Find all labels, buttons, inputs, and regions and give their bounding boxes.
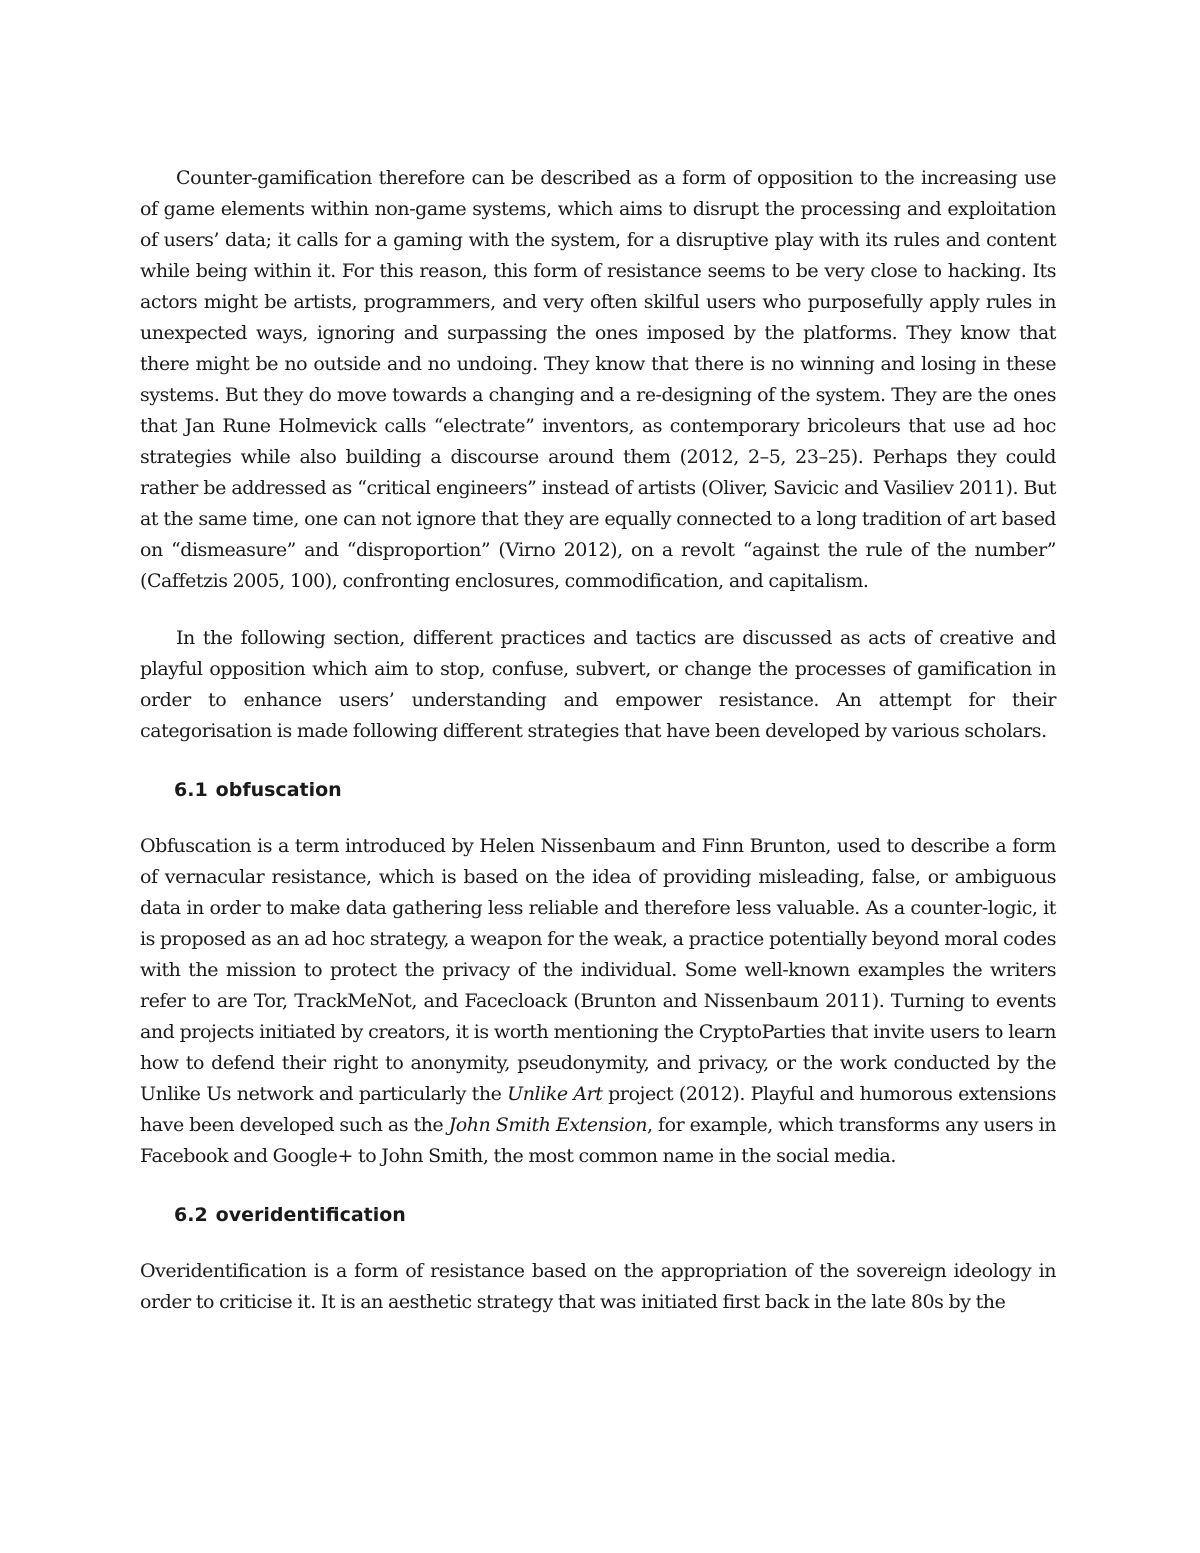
section-title: overidentification <box>215 1204 406 1226</box>
paragraph-counter-gamification: Counter-gamification therefore can be described as a form of opposition to the increasing use of game elements within non-game systems, which aims to disrupt the processing and exploitation of users’ data; it calls for a gaming with the system, for a disruptive play with its rules and content while being within it. For this reason, this form of resistance seems to be very close to hacking. Its actors might be artists, programmers, and very often skilful users who purposefully apply rules in unexpected ways, ignoring and surpassing the ones imposed by the platforms. They know that there might be no outside and no undoing. They know that there is no winning and losing in these systems. But they do move towards a changing and a re-designing of the system. They are the ones that Jan Rune Holmevick calls “electrate” inventors, as contemporary bricoleurs that use ad hoc strategies while also building a discourse around them (2012, 2–5, 23–25). Perhaps they could rather be addressed as “critical engineers” instead of artists (Oliver, Savicic and Vasiliev 2011). But at the same time, one can not ignore that they are equally connected to a long tradition of art based on “dismeasure” and “disproportion” (Virno 2012), on a revolt “against the rule of the number” (Caffetzis 2005, 100), confronting enclosures, commodification, and capitalism. <box>140 167 1056 592</box>
section-title: obfuscation <box>215 779 342 801</box>
section-number: 6.2 <box>174 1204 208 1226</box>
obfuscation-text-3: , for example, which transforms any users in Facebook and Google+ to John Smith, the most common name in the social media. <box>140 1114 1057 1167</box>
obfuscation-text-2: project (2012). Playful and humorous extensions have been developed such as the <box>140 1083 1057 1136</box>
section-heading-obfuscation <box>140 777 1056 803</box>
paragraph-overidentification: Overidentification is a form of resistance based on the appropriation of the sovereign ideology in order to criticise it. It is an aesthetic strategy that was initiated first back in the late 80s by the <box>140 1260 1056 1313</box>
section-number: 6.1 <box>174 779 208 801</box>
paragraph-obfuscation <box>140 831 1056 1172</box>
unlike-art-title: Unlike Art <box>507 1083 603 1105</box>
document-page <box>140 163 1056 1318</box>
paragraph-following-section: In the following section, different practices and tactics are discussed as acts of creative and playful opposition which aim to stop, confuse, subvert, or change the processes of gamification in order to enhance users’ understanding and empower resistance. An attempt for their categorisation is made following different strategies that have been developed by various scholars. <box>140 627 1056 742</box>
obfuscation-text-1: Obfuscation is a term introduced by Helen Nissenbaum and Finn Brunton, used to describe a form of vernacular resistance, which is based on the idea of providing misleading, false, or ambiguous data in order to make data gathering less reliable and therefore less valuable. As a counter-logic, it is proposed as an ad hoc strategy, a weapon for the weak, a practice potentially beyond moral codes with the mission to protect the privacy of the individual. Some well-known examples the writers refer to are Tor, TrackMeNot, and Facecloack (Brunton and Nissenbaum 2011). Turning to events and projects initiated by creators, it is worth mentioning the CryptoParties that invite users to learn how to defend their right to anonymity, pseudonymity, and privacy, or the work conducted by the Unlike Us network and particularly the <box>140 835 1056 1105</box>
john-smith-extension-title: John Smith Extension <box>448 1114 648 1136</box>
section-heading-overidentification <box>140 1202 1056 1228</box>
